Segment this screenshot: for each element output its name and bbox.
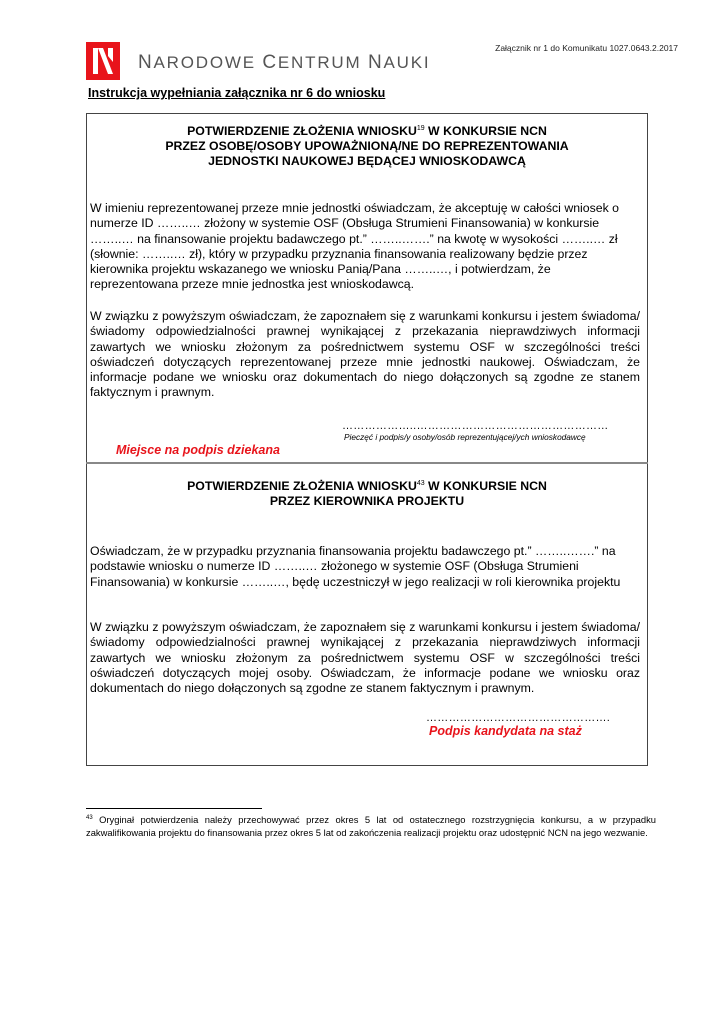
section2-signature-line: ………………………………………….	[426, 712, 611, 724]
footnote-separator	[86, 808, 262, 809]
section2-heading: POTWIERDZENIE ZŁOŻENIA WNIOSKU$^{43}$ W KONKURSIE NCN PRZEZ KIEROWNIKA PROJEKTU	[187, 479, 547, 508]
section2-paragraph1: Oświadczam, że w przypadku przyznania finansowania projektu badawczego pt.” ……..…….” na podstawie wniosku o numerze ID ……..… złożonego w systemie OSF (Obsługa Strumieni Finansowania) w konkursie ……..…, będę uczestniczył w jego realizacji w roli kierownika projektu	[90, 544, 621, 589]
annex-note: Załącznik nr 1 do Komunikatu 1027.0643.2.2017	[495, 43, 678, 53]
section-divider	[86, 462, 648, 464]
footnote-ref: 19	[416, 125, 425, 132]
section1-paragraph2: W związku z powyższym oświadczam, że zapoznałem się z warunkami konkursu i jestem świadoma/świadomy odpowiedzialności prawnej wynikającej z przekazania nieprawdziwych informacji zawartych we wniosku złożonym za pośrednictwem systemu OSF w szczególności treści oświadczeń dotyczących reprezentowanej przeze mnie jednostki naukowej. Oświadczam, że informacje podane we wniosku oraz dokumentach do niego dołączonych są zgodne ze stanem faktycznym i prawnym.	[90, 309, 640, 400]
section1-heading: POTWIERDZENIE ZŁOŻENIA WNIOSKU$^{19}$ W KONKURSIE NCN PRZEZ OSOBĘ/OSOBY UPOWAŻNIONĄ/NE DO REPREZENTOWANIA JEDNOSTKI NAUKOWEJ BĘDĄCEJ WNIOSKODAWCĄ	[165, 124, 569, 168]
instruction-title: Instrukcja wypełniania załącznika nr 6 do wniosku	[88, 86, 386, 100]
footnote-ref: 43	[416, 480, 425, 487]
candidate-signature-label: Podpis kandydata na staż	[429, 724, 582, 738]
section1-signature-line: ………………..……………………………………………	[342, 420, 609, 432]
logo-wordmark: NARODOWE CENTRUM NAUKI	[138, 52, 431, 73]
section1-paragraph1: W imieniu reprezentowanej przeze mnie jednostki oświadczam, że akceptuję w całości wniosek o numerze ID ……..… złożony w systemie OSF (Obsługa Strumieni Finansowania) w konkursie ……..… na finansowanie projektu badawczego pt.” ……..…….” na kwotę w wysokości ……..… zł (słownie: ……..… zł), który w przypadku przyznania finansowania realizowany będzie przez kierownika projektu wskazanego we wniosku Panią/Pana ……..…, i potwierdzam, że reprezentowana przeze mnie jednostka jest wnioskodawcą.	[90, 201, 620, 292]
footnote: $^{43}$ Oryginał potwierdzenia należy przechowywać przez okres 5 lat od ostatecznego rozstrzygnięcia konkursu, a w przypadku zakwalifikowania projektu do finansowania przez okres 5 lat od zakończenia realizacji projektu oraz udostępnić NCN na jego wezwanie.	[86, 814, 656, 838]
dean-signature-placeholder: Miejsce na podpis dziekana	[116, 443, 280, 457]
section2-paragraph2: W związku z powyższym oświadczam, że zapoznałem się z warunkami konkursu i jestem świadoma/świadomy odpowiedzialności prawnej wynikającej z przekazania nieprawdziwych informacji zawartych we wniosku złożonym za pośrednictwem systemu OSF w szczególności treści oświadczeń dotyczących mojej osoby. Oświadczam, że informacje podane we wniosku oraz dokumentach do niego dołączonych są zgodne ze stanem faktycznym i prawnym.	[90, 620, 640, 696]
section1-signature-caption: Pieczęć i podpis/y osoby/osób reprezentującej/ych wnioskodawcę	[344, 432, 586, 442]
ncn-logo-icon	[86, 42, 120, 80]
